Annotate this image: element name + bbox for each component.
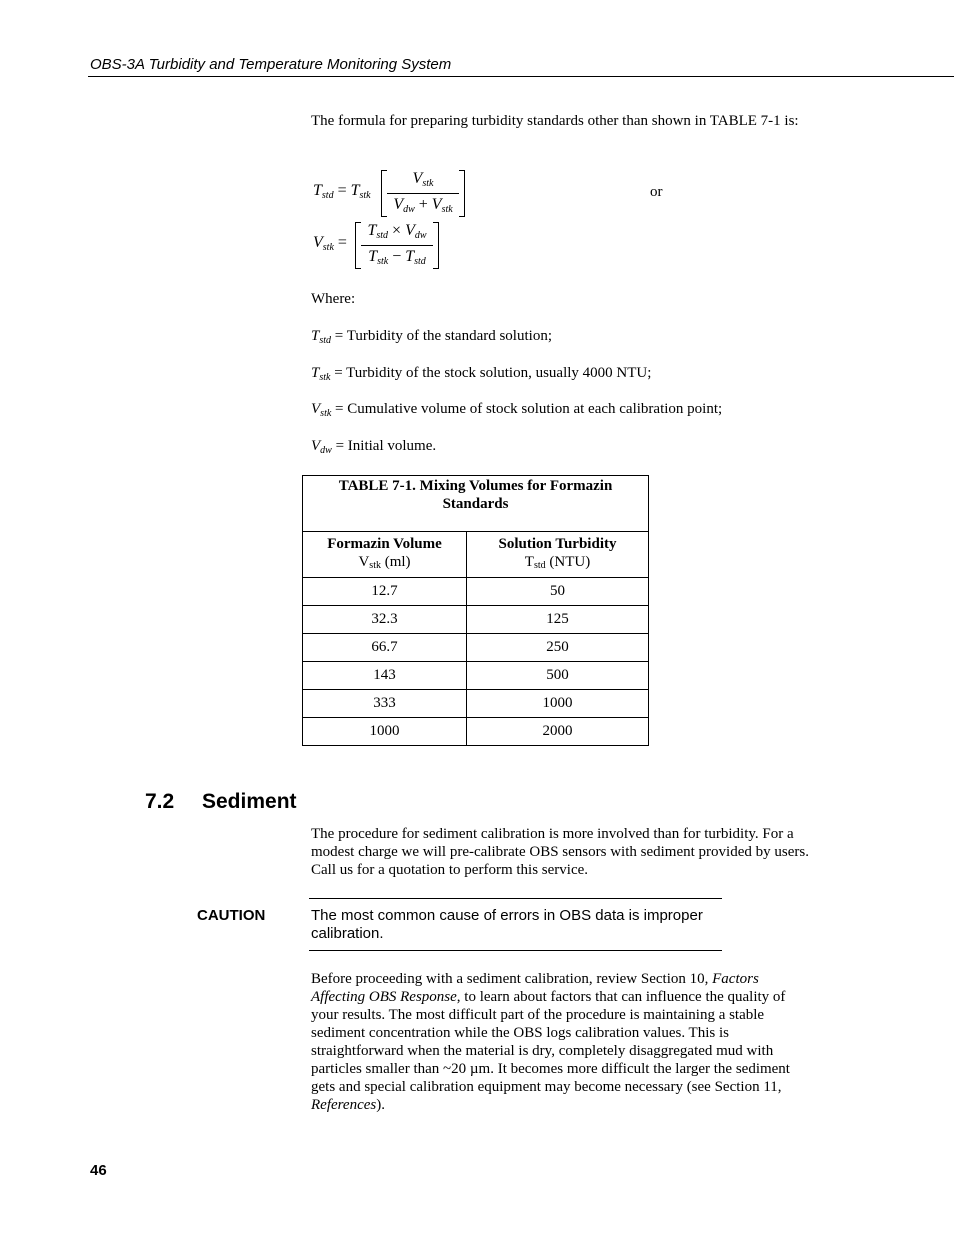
table-row <box>303 578 649 606</box>
table-row <box>303 662 649 690</box>
caution-label: CAUTION <box>197 907 266 924</box>
intro-text: The formula for preparing turbidity standards other than shown in TABLE 7-1 is: <box>311 113 799 129</box>
table-cell: 500 <box>467 662 649 690</box>
definition-vdw: $V_{dw}$ = Initial volume. <box>311 438 437 456</box>
formula2-numerator: $T_{std} \times V_{dw}$ <box>367 222 427 241</box>
column-header-solution-turbidity: Solution Turbidity $T_{std}$ (NTU) <box>467 532 649 578</box>
table-row <box>303 634 649 662</box>
section-heading <box>145 790 297 814</box>
table-cell: 143 <box>303 662 467 690</box>
definition-vstk: $V_{stk}$ = Cumulative volume of stock solution at each calibration point; <box>311 401 723 419</box>
table-cell: 125 <box>467 606 649 634</box>
reference-references: References <box>311 1097 377 1113</box>
formula1-numerator: $V_{stk}$ <box>412 170 434 189</box>
where-label: Where: <box>311 291 356 307</box>
formula-or-label: or <box>650 184 663 200</box>
definition-tstd: $T_{std}$ = Turbidity of the standard solution; <box>311 328 552 346</box>
table-cell: 1000 <box>303 718 467 746</box>
table-caption: TABLE 7-1. Mixing Volumes for Formazin Standards <box>303 476 649 532</box>
formula2-right-bracket <box>433 222 439 269</box>
table-cell: 250 <box>467 634 649 662</box>
table-cell: 12.7 <box>303 578 467 606</box>
table-row <box>303 606 649 634</box>
table-cell: 66.7 <box>303 634 467 662</box>
formula1-right-bracket <box>459 170 465 217</box>
formula1-lhs: $T_{std} = T_{stk}$ <box>313 182 371 201</box>
header-rule <box>88 76 954 77</box>
formula1-fraction-line <box>387 193 459 194</box>
table-cell: 50 <box>467 578 649 606</box>
table-cell: 32.3 <box>303 606 467 634</box>
formula2-fraction-line <box>361 245 433 246</box>
formula-vstk <box>313 220 453 270</box>
caution-text: The most common cause of errors in OBS data is improper calibration. <box>311 907 703 942</box>
formula2-denominator: $T_{stk} - T_{std}$ <box>368 248 426 267</box>
table-cell: 1000 <box>467 690 649 718</box>
caution-top-rule <box>309 898 722 899</box>
formula2-lhs: $V_{stk}$ = <box>313 234 347 253</box>
section-title: Sediment <box>202 790 297 813</box>
formazin-mixing-table <box>302 475 649 746</box>
table-row <box>303 690 649 718</box>
definition-tstk: $T_{stk}$ = Turbidity of the stock solution, usually 4000 NTU; <box>311 365 652 383</box>
page-number: 46 <box>90 1162 107 1179</box>
table-cell: 2000 <box>467 718 649 746</box>
column-header-formazin-volume: Formazin Volume $V_{stk}$ (ml) <box>303 532 467 578</box>
formula1-denominator: $V_{dw} + V_{stk}$ <box>393 196 453 215</box>
section-number: 7.2 <box>145 790 175 813</box>
table-row <box>303 718 649 746</box>
table-cell: 333 <box>303 690 467 718</box>
reference-factors-affecting: Factors Affecting OBS Response <box>311 971 759 1005</box>
intro-paragraph <box>311 112 811 130</box>
sediment-calibration-paragraph: Before proceeding with a sediment calibration, review Section 10, Factors Affecting OBS Response, to learn about factors that can influence the quality of your results. The most difficult part of the procedure is maintaining a stable sediment concentration while the OBS logs calibration values. This is straightforward when the material is dry, completely disaggregated mud with particles smaller than ~20 µm. It becomes more difficult the larger the sediment gets and special calibration equipment may become necessary (see Section 11, References). <box>311 971 790 1113</box>
caution-bottom-rule <box>309 950 722 951</box>
formula-tstd <box>313 168 473 218</box>
sediment-intro-paragraph: The procedure for sediment calibration is more involved than for turbidity. For a modest charge we will pre-calibrate OBS sensors with sediment provided by users. Call us for a quotation to perform this service. <box>311 826 809 878</box>
running-header: OBS-3A Turbidity and Temperature Monitoring System <box>90 56 452 73</box>
